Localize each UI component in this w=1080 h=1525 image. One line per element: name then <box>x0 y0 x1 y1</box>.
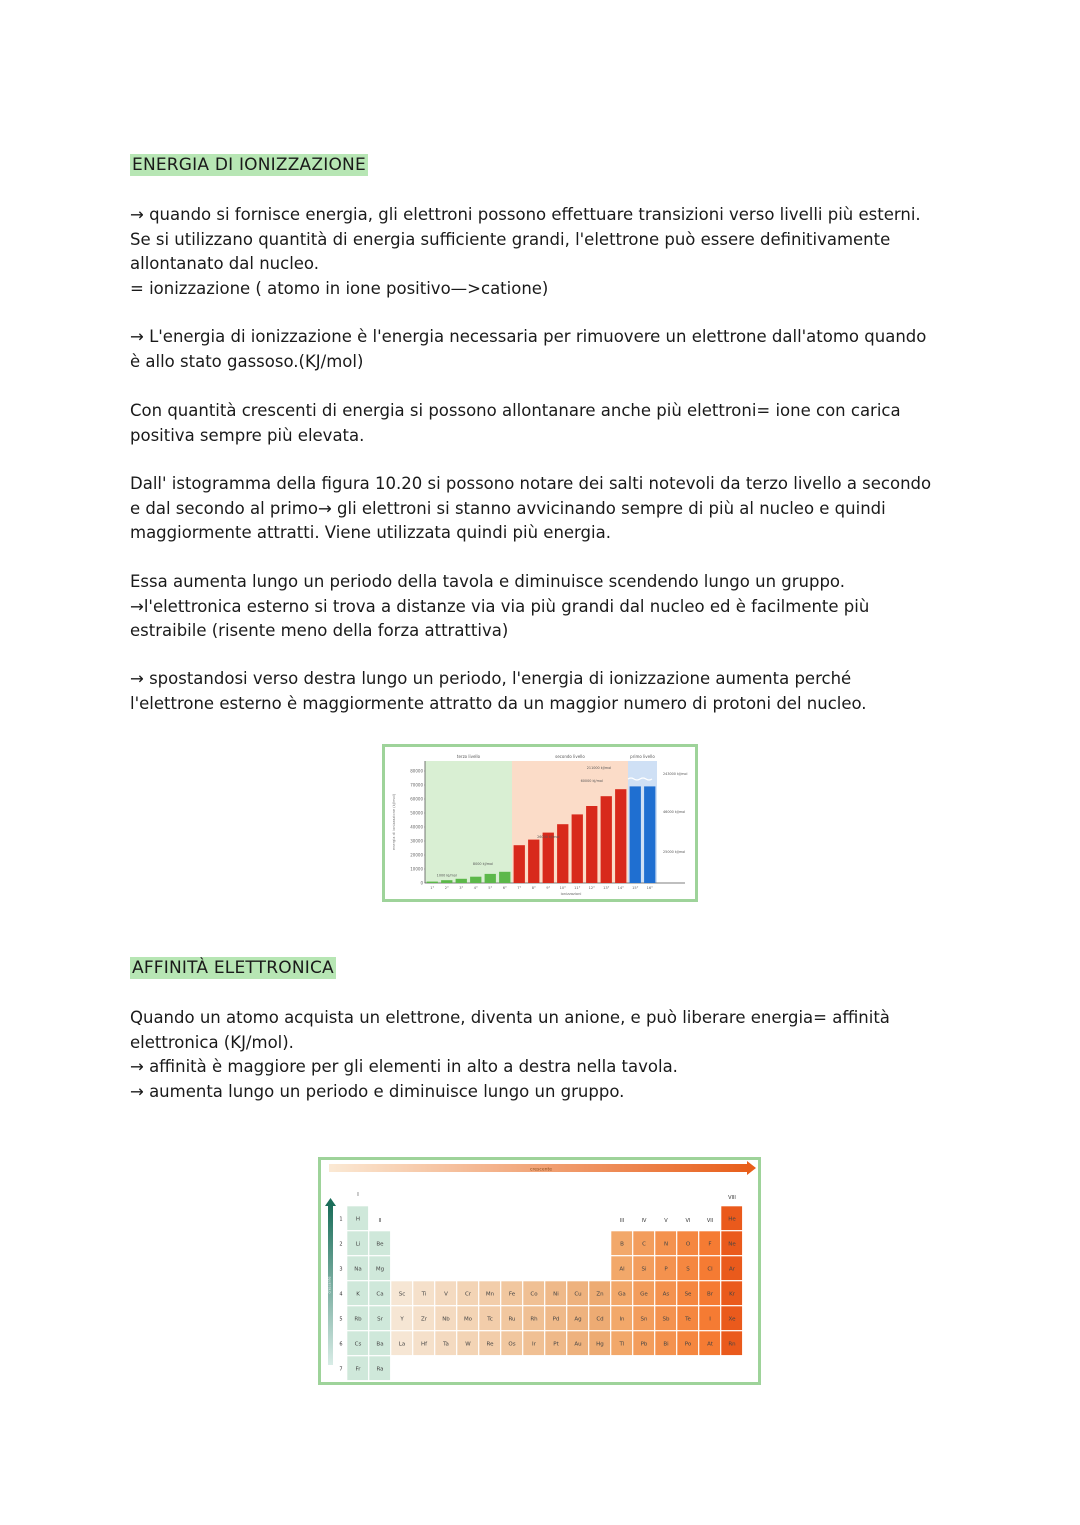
top-arrow-head <box>747 1161 756 1175</box>
x-tick-label: 4° <box>473 886 478 890</box>
element-symbol: P <box>664 1266 668 1273</box>
element-symbol: Sr <box>377 1316 383 1323</box>
bar <box>485 874 496 883</box>
element-symbol: Rh <box>530 1316 538 1323</box>
element-symbol: K <box>356 1291 360 1298</box>
element-symbol: Ta <box>443 1341 449 1348</box>
y-tick-label: 0 <box>420 880 423 886</box>
x-tick-label: 10° <box>559 886 566 890</box>
bar <box>427 882 438 883</box>
element-symbol: Br <box>706 1291 714 1298</box>
ionization-energy-histogram <box>382 744 698 902</box>
bar <box>499 872 510 883</box>
y-tick-label: 10000 <box>410 866 423 872</box>
bar <box>615 789 626 883</box>
element-symbol: F <box>708 1241 712 1248</box>
text-line: →l'elettronica esterno si trova a distanze via via più grandi dal nucleo ed è facilmente più <box>130 596 870 616</box>
element-symbol: Co <box>530 1291 538 1298</box>
bar <box>644 786 655 883</box>
element-symbol: Na <box>354 1266 362 1273</box>
element-symbol: Nb <box>442 1316 450 1323</box>
bar <box>601 796 612 883</box>
element-symbol: Fe <box>508 1291 516 1298</box>
y-tick-label: 20000 <box>410 852 423 858</box>
bar <box>456 879 467 883</box>
text-line: Essa aumenta lungo un periodo della tavola e diminuisce scendendo lungo un gruppo. <box>130 572 845 591</box>
text-line: → aumenta lungo un periodo e diminuisce lungo un gruppo. <box>130 1081 625 1101</box>
element-symbol: Ti <box>421 1291 427 1298</box>
histogram-svg <box>385 747 695 899</box>
y-tick-label: 40000 <box>410 824 423 830</box>
bar <box>543 833 554 883</box>
element-symbol: Kr <box>729 1291 735 1298</box>
text-line: Quando un atomo acquista un elettrone, diventa un anione, e può liberare energia= affinità <box>130 1008 890 1027</box>
element-symbol: Sb <box>662 1316 670 1323</box>
bar <box>630 786 641 883</box>
annotation-label: 60000 kJ/mol <box>580 779 603 783</box>
text-line: elettronica (KJ/mol). <box>130 1032 294 1052</box>
element-symbol: Os <box>508 1341 516 1348</box>
element-symbol: Se <box>684 1291 692 1298</box>
element-symbol: Ne <box>728 1241 736 1248</box>
x-tick-label: 15° <box>632 886 639 890</box>
text-line: → affinità è maggiore per gli elementi in alto a destra nella tavola. <box>130 1057 678 1076</box>
bar <box>441 880 452 883</box>
element-symbol: Cd <box>596 1316 604 1323</box>
group-label: V <box>664 1218 668 1224</box>
annotation-label: 1000 kJ/mol <box>436 873 457 878</box>
text-line: estraibile (risente meno della forza attrattiva) <box>130 621 509 640</box>
element-symbol: Au <box>574 1341 582 1348</box>
periodic-table-svg <box>321 1160 758 1382</box>
group-label: VII <box>706 1218 714 1224</box>
element-symbol: Cs <box>354 1341 362 1348</box>
element-symbol: Bi <box>663 1341 669 1348</box>
text-line: = ionizzazione ( atomo in ione positivo—>catione) <box>130 278 549 298</box>
group-label: IV <box>641 1218 647 1224</box>
element-symbol: Hg <box>596 1341 604 1348</box>
region-terzo-livello <box>425 761 512 883</box>
text-line: Dall' istogramma della figura 10.20 si possono notare dei salti notevoli da terzo livello a secondo <box>130 474 932 493</box>
element-symbol: Cl <box>707 1266 713 1273</box>
element-symbol: As <box>662 1291 670 1298</box>
x-tick-label: 8° <box>531 886 536 890</box>
section-title-affinity: AFFINITÀ ELETTRONICA <box>132 958 334 978</box>
annotation-label: 243000 kJ/mol <box>663 772 688 776</box>
bar <box>557 824 568 883</box>
element-symbol: Ar <box>728 1266 736 1273</box>
text-line: → spostandosi verso destra lungo un periodo, l'energia di ionizzazione aumenta perché <box>130 669 852 688</box>
y-tick-label: 60000 <box>410 796 423 802</box>
element-symbol: Al <box>619 1266 625 1273</box>
element-symbol: Ra <box>376 1366 384 1373</box>
y-axis-label: energia di ionizzazione (kJ/mol) <box>392 793 396 851</box>
paragraph-histogram <box>130 472 950 546</box>
group-label: III <box>619 1218 625 1224</box>
period-number: 1 <box>339 1216 343 1223</box>
element-symbol: Re <box>486 1341 494 1348</box>
x-tick-label: 14° <box>617 886 624 890</box>
element-symbol: Y <box>400 1316 404 1323</box>
text-line: maggiormente attratti. Viene utilizzata quindi più energia. <box>130 523 611 542</box>
annotation-label: 26000 kJ/mol <box>537 835 560 840</box>
period-number: 4 <box>339 1291 343 1298</box>
region-label: primo livello <box>630 754 655 759</box>
element-symbol: Be <box>376 1241 384 1248</box>
x-tick-label: 7° <box>517 886 522 890</box>
element-symbol: S <box>686 1266 690 1273</box>
text-line: e dal secondo al primo→ gli elettroni si stanno avvicinando sempre di più al nucleo e quindi <box>130 498 886 518</box>
group-label: II <box>378 1218 382 1224</box>
element-symbol: Pt <box>553 1341 559 1348</box>
element-symbol: Cr <box>464 1291 472 1298</box>
element-symbol: C <box>642 1241 646 1248</box>
annotation-label: 25000 kJ/mol <box>663 850 686 854</box>
element-symbol: Ir <box>532 1341 536 1348</box>
element-symbol: Hf <box>420 1341 428 1348</box>
periodic-table-affinity <box>318 1157 761 1385</box>
x-tick-label: 2° <box>444 886 449 890</box>
text-line: l'elettrone esterno è maggiormente attratto da un maggior numero di protoni del nucleo. <box>130 693 867 713</box>
paragraph-trend <box>130 570 950 644</box>
element-symbol: N <box>663 1241 669 1248</box>
y-tick-label: 80000 <box>410 768 423 774</box>
element-symbol: Cu <box>574 1291 582 1298</box>
period-number: 7 <box>339 1366 343 1373</box>
period-number: 5 <box>339 1316 343 1323</box>
x-tick-label: 11° <box>574 886 581 890</box>
annotation-label: 46000 kJ/mol <box>663 810 686 814</box>
element-symbol: Ga <box>618 1291 626 1298</box>
text-line: allontanato dal nucleo. <box>130 254 319 273</box>
period-number: 3 <box>339 1266 343 1273</box>
element-symbol: Ag <box>574 1316 582 1323</box>
element-symbol: Ni <box>553 1291 559 1298</box>
element-symbol: Po <box>684 1341 692 1348</box>
x-tick-label: 13° <box>603 886 610 890</box>
y-tick-label: 70000 <box>410 782 423 788</box>
element-symbol: Mn <box>485 1291 495 1298</box>
element-symbol: Fr <box>355 1366 361 1373</box>
element-symbol: Tc <box>487 1316 493 1323</box>
group-label: I <box>357 1192 359 1198</box>
paragraph-increasing-energy <box>130 399 950 448</box>
element-symbol: V <box>444 1291 448 1298</box>
text-line: → quando si fornisce energia, gli elettroni possono effettuare transizioni verso livelli più esterni. <box>130 205 921 224</box>
element-symbol: La <box>398 1341 406 1348</box>
x-tick-label: 5° <box>488 886 493 890</box>
bar <box>586 806 597 883</box>
x-tick-label: 16° <box>646 886 653 890</box>
element-symbol: Pb <box>640 1341 648 1348</box>
annotation-label: 211000 kJ/mol <box>586 766 612 770</box>
element-symbol: Si <box>641 1266 647 1273</box>
text-line: Se si utilizzano quantità di energia sufficiente grandi, l'elettrone può essere definitivamente <box>130 229 891 249</box>
element-symbol: Ba <box>376 1341 384 1348</box>
x-tick-label: 1° <box>430 886 435 890</box>
element-symbol: W <box>465 1341 471 1348</box>
element-symbol: Li <box>355 1241 361 1248</box>
period-number: 2 <box>339 1241 343 1248</box>
bar <box>470 877 481 883</box>
element-symbol: Mg <box>375 1266 385 1273</box>
element-symbol: Xe <box>728 1316 736 1323</box>
annotation-label: 8000 kJ/mol <box>472 861 494 866</box>
top-arrow-label: crescente <box>530 1167 552 1173</box>
x-tick-label: 9° <box>546 886 551 890</box>
x-tick-label: 6° <box>502 886 507 890</box>
element-symbol: Sn <box>640 1316 648 1323</box>
text-line: Con quantità crescenti di energia si possono allontanare anche più elettroni= ione con carica <box>130 401 901 420</box>
y-tick-label: 30000 <box>410 838 423 844</box>
element-symbol: O <box>685 1241 691 1248</box>
element-symbol: Ca <box>376 1291 384 1298</box>
element-symbol: B <box>620 1241 624 1248</box>
element-symbol: Pd <box>552 1316 560 1323</box>
element-symbol: Tl <box>619 1341 625 1348</box>
text-line: è allo stato gassoso.(KJ/mol) <box>130 351 364 371</box>
group-label: VI <box>685 1218 691 1224</box>
text-line: → L'energia di ionizzazione è l'energia necessaria per rimuovere un elettrone dall'atomo quando <box>130 327 927 346</box>
element-symbol: Sc <box>398 1291 406 1298</box>
element-symbol: He <box>728 1216 736 1223</box>
element-symbol: I <box>709 1316 711 1323</box>
y-tick-label: 50000 <box>410 810 423 816</box>
x-axis-label: ionizzazioni <box>560 892 582 896</box>
period-number: 6 <box>339 1341 343 1348</box>
group-label: VIII <box>728 1195 736 1201</box>
element-symbol: Ge <box>640 1291 648 1298</box>
paragraph-affinity <box>130 1006 950 1104</box>
x-tick-label: 12° <box>588 886 595 890</box>
region-label: terzo livello <box>456 754 481 759</box>
element-symbol: Ru <box>508 1316 516 1323</box>
element-symbol: H <box>355 1216 361 1223</box>
paragraph-ionization-definition <box>130 325 950 374</box>
element-symbol: Zr <box>420 1316 428 1323</box>
bar <box>572 814 583 883</box>
element-symbol: Rb <box>354 1316 362 1323</box>
paragraph-ionization-intro <box>130 203 950 301</box>
element-symbol: At <box>707 1341 713 1348</box>
element-symbol: Zn <box>596 1291 604 1298</box>
element-symbol: Rn <box>728 1341 736 1348</box>
element-symbol: Mo <box>463 1316 473 1323</box>
region-label: secondo livello <box>555 754 585 759</box>
bar <box>514 845 525 883</box>
element-symbol: Te <box>685 1316 691 1323</box>
paragraph-period-trend <box>130 667 950 716</box>
x-tick-label: 3° <box>459 886 464 890</box>
section-title-ionization: ENERGIA DI IONIZZAZIONE <box>132 155 366 175</box>
text-line: positiva sempre più elevata. <box>130 425 365 445</box>
left-arrow-label: crescente <box>327 1276 332 1294</box>
element-symbol: In <box>619 1316 625 1323</box>
left-arrow-head <box>325 1198 336 1206</box>
bar <box>528 840 539 883</box>
